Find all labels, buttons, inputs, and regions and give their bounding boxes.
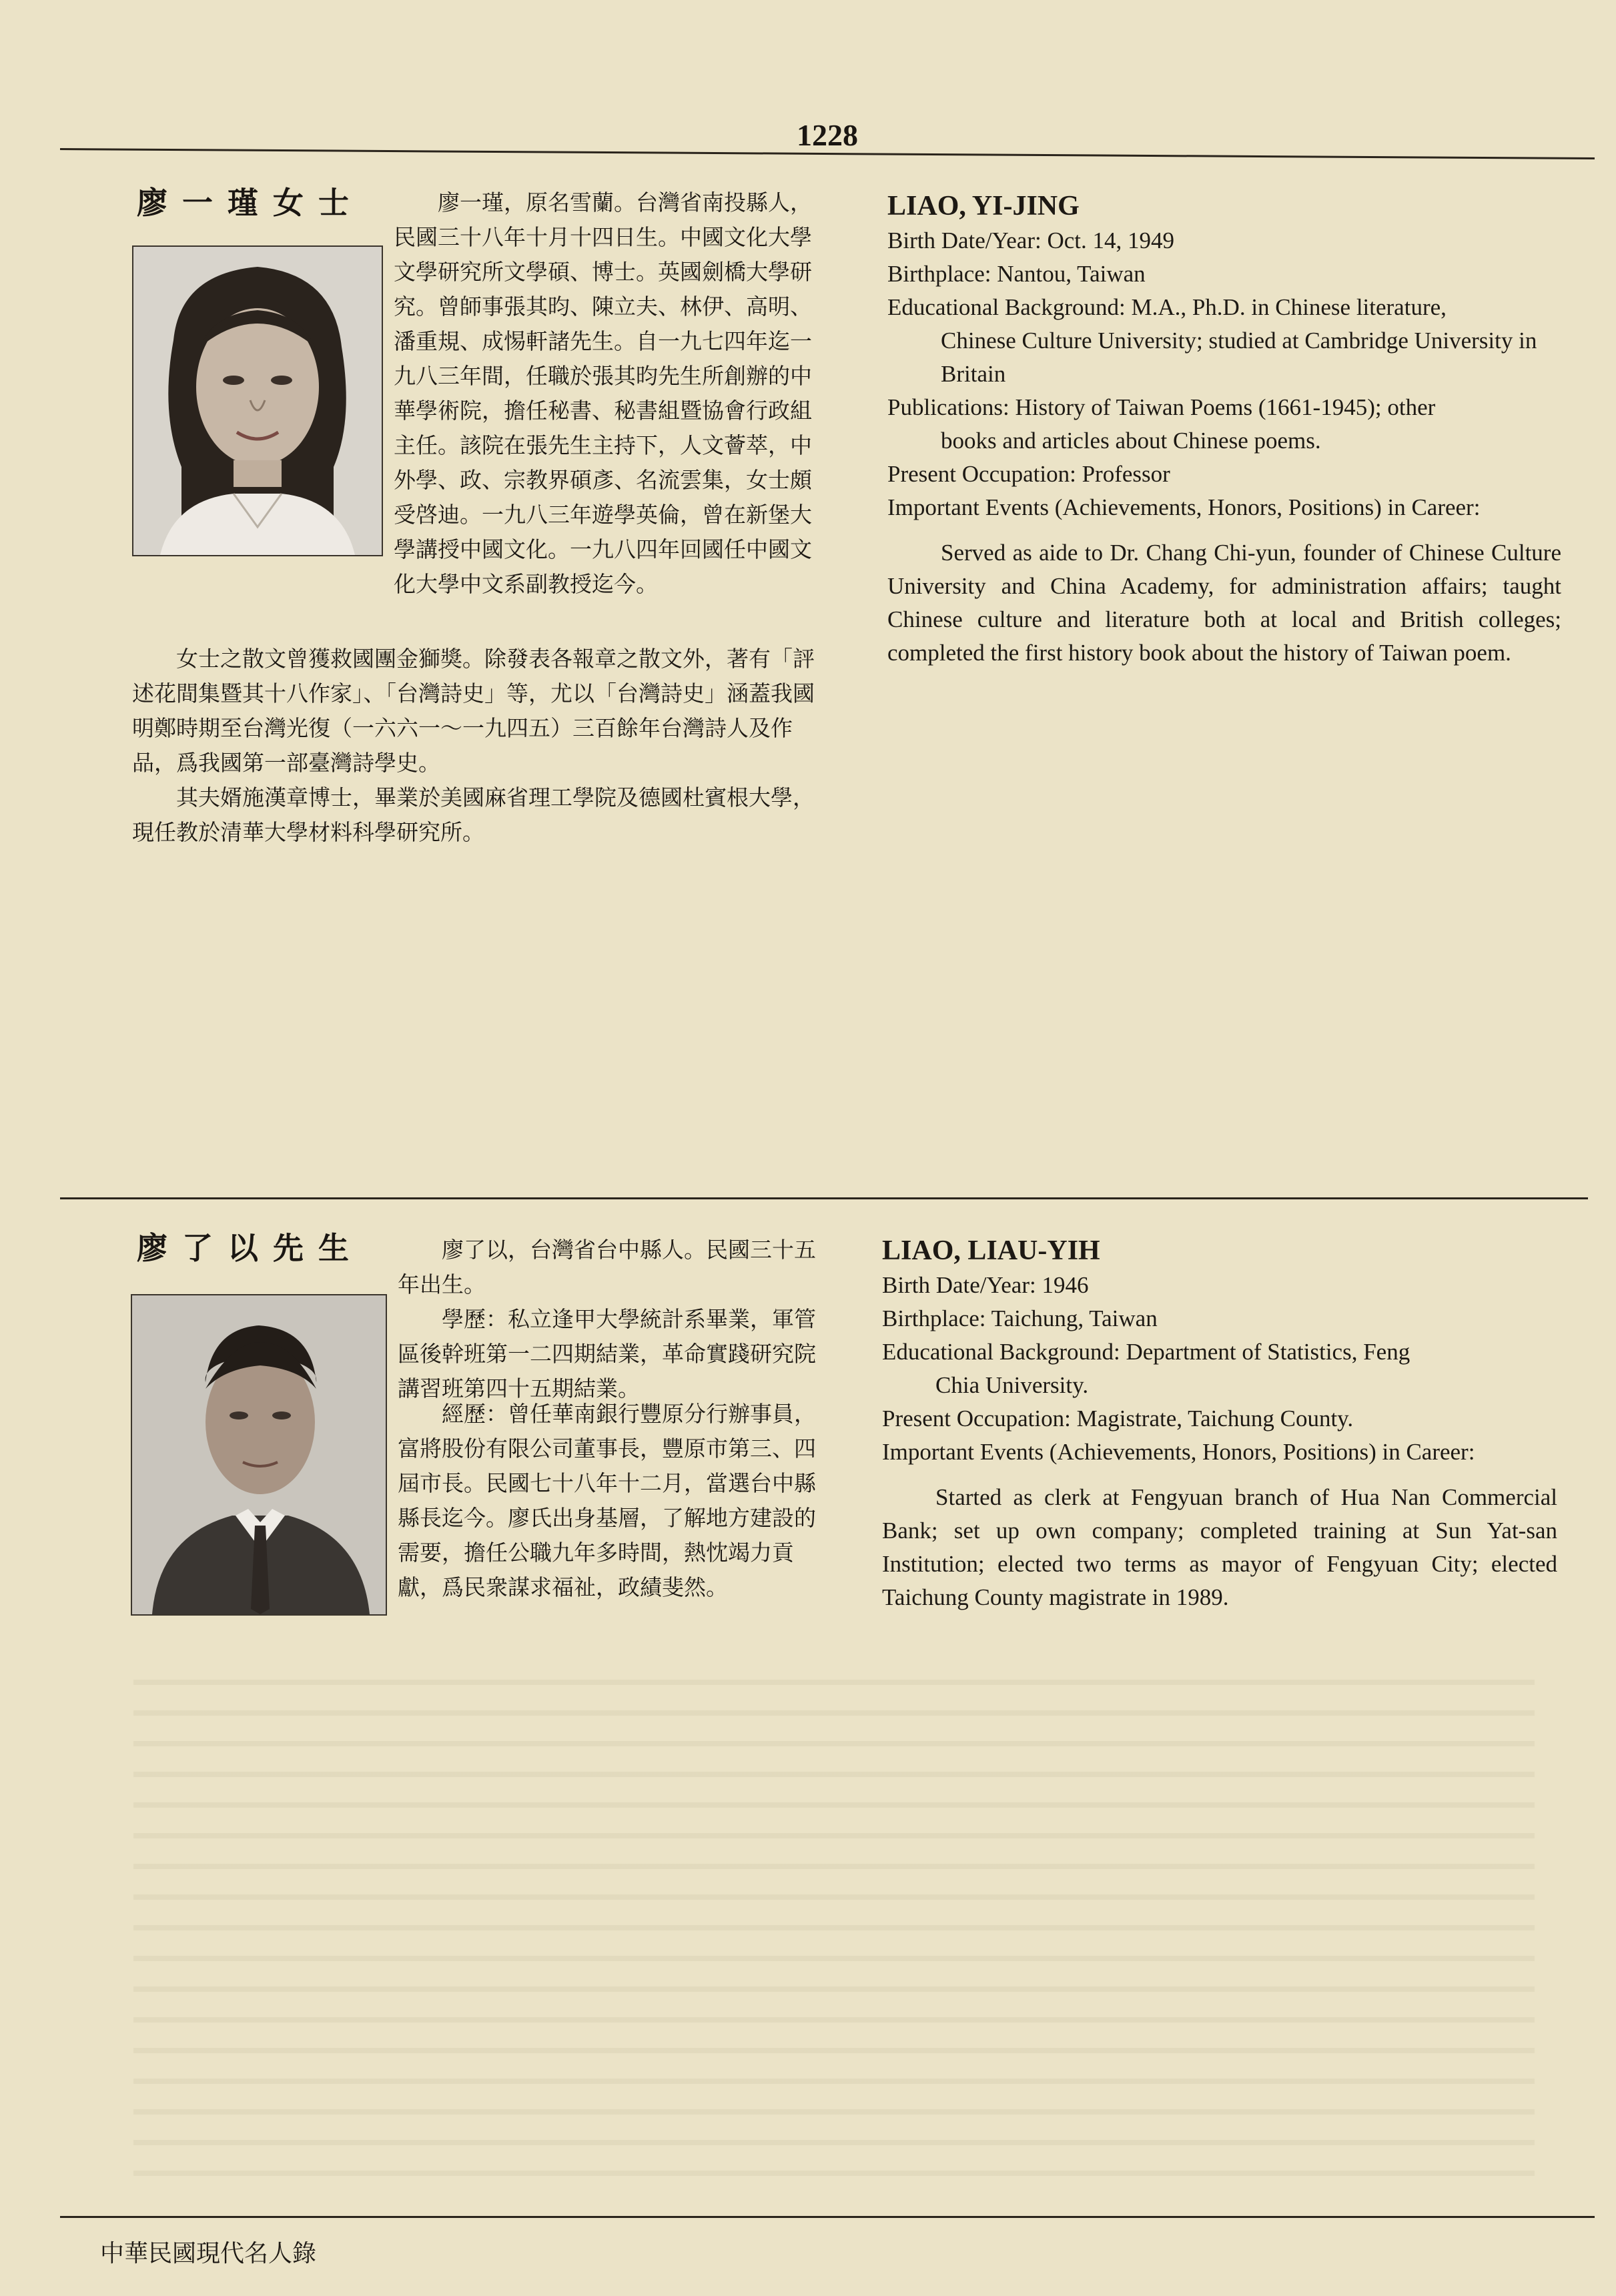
entry1-zh-bio-top [394,185,821,640]
entry1-zh-para-2: 女士之散文曾獲救國團金獅獎。除發表各報章之散文外，著有「評述花間集暨其十八作家」、「台灣詩史」等，尤以「台灣詩史」涵蓋我國明鄭時期至台灣光復（一六六一～一九四五）三百餘年台灣詩人及作品，爲我國第一部臺灣詩學史。 [132,646,815,776]
entry1-zh-para-3: 其夫婿施漢章博士，畢業於美國麻省理工學院及德國杜賓根大學，現任教於清華大學材料科學研究所。 [132,784,815,845]
entry2-occupation: Present Occupation: Magistrate, Taichung County. [882,1405,1354,1431]
entry1-birthplace: Birthplace: Nantou, Taiwan [887,261,1146,287]
entry1-events-label: Important Events (Achievements, Honors, Positions) in Career: [887,494,1481,520]
entry2-zh-para-2: 學歷：私立逢甲大學統計系畢業，軍管區後幹班第一二四期結業，革命實踐研究院講習班第四十五期結業。 [398,1306,816,1401]
entry1-en-name: LIAO, YI-JING [887,191,1080,221]
bleed-through-texture [133,1654,1535,2201]
footer-title: 中華民國現代名人錄 [100,2240,317,2267]
entry1-portrait-photo [132,245,383,556]
entry2-zh-bio-bottom [131,1397,825,1605]
page-number: 1228 [797,118,858,152]
entry1-occupation: Present Occupation: Professor [887,461,1170,487]
entry2-zh-name: 廖了以先生 [137,1230,364,1266]
entry1-zh-bio-bottom [132,642,821,850]
entry2-birthplace: Birthplace: Taichung, Taiwan [882,1305,1158,1331]
entry2-education-cont: Chia University. [935,1372,1089,1398]
entry1-publications: Publications: History of Taiwan Poems (1661-1945); other [887,394,1436,420]
entry1-zh-para-1: 廖一瑾，原名雪蘭。台灣省南投縣人，民國三十八年十月十四日生。中國文化大學文學研究所文學碩、博士。英國劍橋大學研究。曾師事張其昀、陳立夫、林伊、高明、潘重規、成惕軒諸先生。自一九七四年迄一九八三年間，任職於張其昀先生所創辦的中華學術院，擔任秘書、秘書組暨協會行政組主任。該院在張先生主持下，人文薈萃，中外學、政、宗教界碩彥、名流雲集，女士頗受啓迪。一九八三年遊學英倫，曾在新堡大學講授中國文化。一九八四年回國任中國文化大學中文系副教授迄今。 [394,189,812,597]
section-divider [60,1197,1588,1199]
entry2-zh-para-1: 廖了以，台灣省台中縣人。民國三十五年出生。 [398,1237,816,1297]
entry2-education: Educational Background: Department of Statistics, Feng [882,1339,1410,1365]
entry1-education: Educational Background: M.A., Ph.D. in Chinese literature, [887,294,1447,320]
entry2-en-block [882,1233,1557,1614]
entry2-events-label: Important Events (Achievements, Honors, Positions) in Career: [882,1439,1475,1465]
entry1-education-cont: Chinese Culture University; studied at Cambridge University in Britain [941,328,1537,387]
entry1-publications-cont: books and articles about Chinese poems. [941,428,1321,454]
entry1-events: Served as aide to Dr. Chang Chi-yun, founder of Chinese Culture University and China Academy, for administration affairs; taught Chinese culture and literature both at local and British colleges; completed the first history book about the history of Taiwan poem. [887,540,1561,666]
entry1-birth: Birth Date/Year: Oct. 14, 1949 [887,227,1174,253]
entry2-events: Started as clerk at Fengyuan branch of Hua Nan Commercial Bank; set up own company; completed training at Sun Yat-san Institution; elected two terms as mayor of Fengyuan City; elected Taichung County magistrate in 1989. [882,1484,1557,1610]
entry2-zh-para-3: 經歷：曾任華南銀行豐原分行辦事員，富將股份有限公司董事長，豐原市第三、四屆市長。民國七十八年十二月，當選台中縣縣長迄今。廖氏出身基層，了解地方建設的需要，擔任公職九年多時間，熱忱竭力貢獻，爲民衆謀求福祉，政績斐然。 [398,1401,816,1600]
entry1-zh-name: 廖一瑾女士 [137,185,364,221]
footer-rule [60,2216,1595,2218]
entry2-birth: Birth Date/Year: 1946 [882,1272,1089,1298]
entry2-en-name: LIAO, LIAU-YIH [882,1235,1100,1266]
entry1-en-block [887,188,1561,670]
